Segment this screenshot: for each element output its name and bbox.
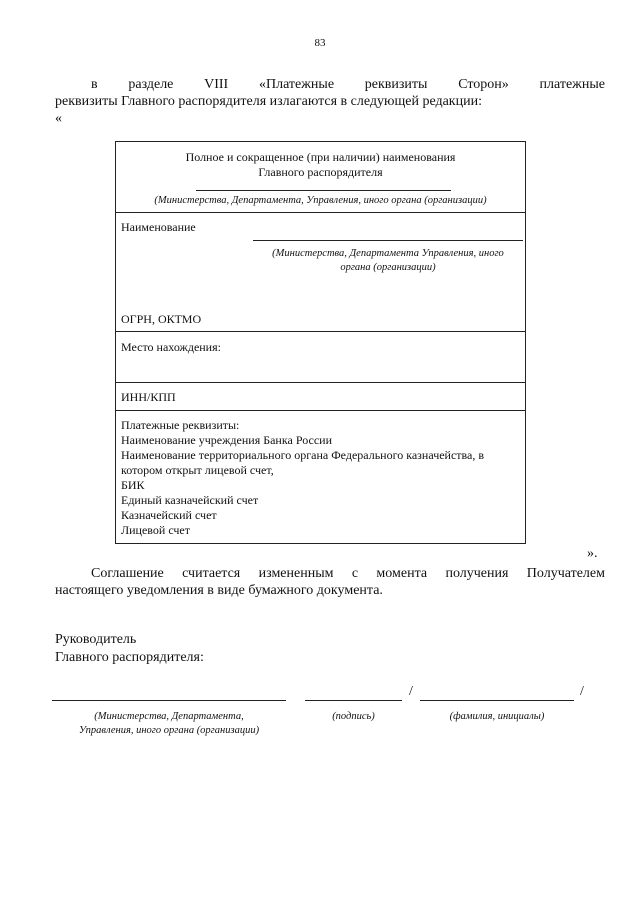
word: реквизиты — [364, 77, 428, 92]
name-signature-line — [420, 700, 574, 701]
page-number: 83 — [314, 37, 326, 49]
open-quote: « — [55, 111, 62, 126]
word: платежные — [539, 77, 605, 92]
payment-requisites-list — [121, 418, 484, 538]
word: VIII — [204, 77, 229, 92]
payment-line: Лицевой счет — [121, 523, 191, 537]
sign-caption-org-line-2: Управления, иного органа (организации) — [78, 725, 260, 736]
header-underline — [196, 190, 451, 191]
header-line-2: Главного распорядителя — [258, 165, 383, 179]
agreement-line-1 — [91, 565, 605, 582]
row-payment — [116, 410, 525, 545]
slash-separator-1: / — [409, 684, 413, 699]
slash-separator-2: / — [580, 684, 584, 699]
word: Соглашение — [91, 566, 164, 581]
name-caption-line-1: (Министерства, Департамента Управления, иного — [272, 248, 504, 259]
word: момента — [376, 566, 428, 581]
intro-line-2: реквизиты Главного распорядителя излагаются в следующей редакции: — [55, 94, 482, 109]
name-underline — [253, 240, 523, 241]
sign-caption-signature: (подпись) — [332, 711, 375, 722]
sign-caption-org-line-1: (Министерства, Департамента, — [94, 711, 244, 722]
close-quote: ». — [587, 546, 598, 561]
name-label: Наименование — [121, 220, 196, 234]
word: считается — [182, 566, 241, 581]
row-location — [116, 331, 525, 383]
ogrn-label: ОГРН, ОКТМО — [121, 312, 202, 326]
word: разделе — [128, 77, 174, 92]
sign-caption-name: (фамилия, инициалы) — [449, 711, 545, 722]
word: Получателем — [526, 566, 605, 581]
header-line-1: Полное и сокращенное (при наличии) наименования — [185, 150, 456, 164]
row-name — [116, 212, 525, 332]
payment-line: Единый казначейский счет — [121, 493, 259, 507]
intro-line-1 — [91, 76, 605, 93]
word: измененным — [258, 566, 334, 581]
payment-line: Наименование учреждения Банка России — [121, 433, 332, 447]
org-signature-line — [52, 700, 286, 701]
payment-line: БИК — [121, 478, 145, 492]
payment-line: котором открыт лицевой счет, — [121, 463, 274, 477]
word: Сторон» — [458, 77, 509, 92]
name-caption-line-2: органа (организации) — [340, 262, 436, 273]
agreement-line-2: настоящего уведомления в виде бумажного документа. — [55, 583, 383, 598]
payment-line: Платежные реквизиты: — [121, 418, 240, 432]
word: с — [351, 566, 359, 581]
word: «Платежные — [258, 77, 335, 92]
row-inn — [116, 382, 525, 411]
signature-line — [305, 700, 402, 701]
inn-label: ИНН/КПП — [121, 390, 176, 404]
requisites-table — [115, 141, 526, 544]
payment-line: Казначейский счет — [121, 508, 217, 522]
signer-line-1: Руководитель — [55, 632, 137, 647]
header-caption: (Министерства, Департамента, Управления, иного органа (организации) — [154, 195, 487, 206]
location-label: Место нахождения: — [121, 340, 221, 354]
word: получения — [445, 566, 509, 581]
payment-line: Наименование территориального органа Федерального казначейства, в — [121, 448, 485, 462]
signer-line-2: Главного распорядителя: — [55, 650, 204, 665]
word: в — [91, 77, 98, 92]
